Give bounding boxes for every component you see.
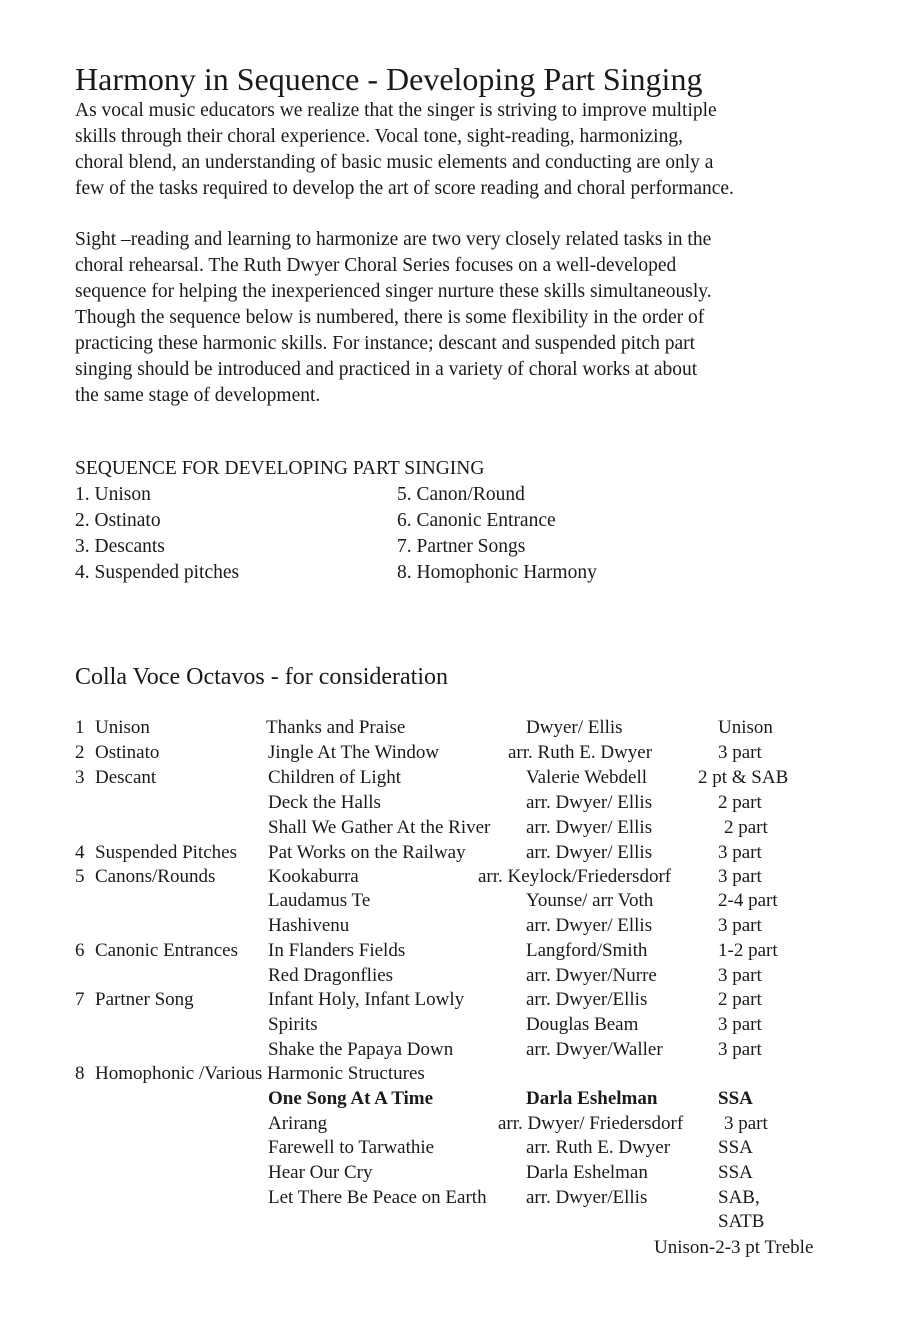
sequence-item: 2. Ostinato <box>75 510 161 531</box>
row-voicing: 3 part <box>718 742 762 763</box>
row-composer: arr. Dwyer/ Ellis <box>526 915 653 936</box>
row-title: Shake the Papaya Down <box>268 1039 454 1060</box>
sequence-heading: SEQUENCE FOR DEVELOPING PART SINGING <box>75 458 485 479</box>
row-composer: arr. Ruth E. Dwyer <box>526 1137 671 1158</box>
text-line: few of the tasks required to develop the art of score reading and choral performance. <box>75 178 734 199</box>
row-voicing: 3 part <box>718 866 762 887</box>
page-title: Harmony in Sequence - Developing Part Singing <box>75 61 703 97</box>
table-row <box>0 1111 900 1136</box>
sequence-item: 4. Suspended pitches <box>75 562 240 583</box>
row-composer: Younse/ arr Voth <box>526 890 654 911</box>
row-number: 1 <box>75 717 85 738</box>
table-row <box>0 1037 900 1062</box>
table-row <box>0 888 900 913</box>
row-title: Spirits <box>268 1014 318 1035</box>
text-line: sequence for helping the inexperienced singer nurture these skills simultaneously. <box>75 281 712 302</box>
row-number: 4 <box>75 842 85 863</box>
row-voicing: 2 pt & SAB <box>698 767 789 788</box>
row-number: 7 <box>75 989 85 1010</box>
row-category: Suspended Pitches <box>95 842 237 863</box>
table-row <box>0 1209 900 1234</box>
row-title: Infant Holy, Infant Lowly <box>268 989 465 1010</box>
row-title: Deck the Halls <box>268 792 381 813</box>
table-row <box>0 1135 900 1160</box>
row-composer: arr. Dwyer/ Ellis <box>526 842 653 863</box>
row-category: Canons/Rounds <box>95 866 216 887</box>
row-composer: arr. Ruth E. Dwyer <box>508 742 653 763</box>
row-voicing: 2 part <box>718 792 762 813</box>
row-category: Descant <box>95 767 157 788</box>
table-row <box>0 715 900 740</box>
row-category: Canonic Entrances <box>95 940 238 961</box>
table-row <box>0 1012 900 1037</box>
row-title: Hear Our Cry <box>268 1162 373 1183</box>
row-voicing: 3 part <box>718 965 762 986</box>
row-composer: arr. Dwyer/Ellis <box>526 989 648 1010</box>
row-voicing: SSA <box>718 1088 753 1109</box>
sequence-item: 5. Canon/Round <box>397 484 525 505</box>
table-row <box>0 840 900 865</box>
table-row <box>0 790 900 815</box>
text-line: choral rehearsal. The Ruth Dwyer Choral Series focuses on a well-developed <box>75 255 677 276</box>
sight-reading-paragraph <box>75 227 835 409</box>
table-row <box>0 1061 900 1086</box>
row-voicing: 3 part <box>718 1039 762 1060</box>
table-row <box>0 913 900 938</box>
octavos-heading: Colla Voce Octavos - for consideration <box>75 664 449 690</box>
row-voicing: 3 part <box>724 1113 768 1134</box>
row-voicing: 2-4 part <box>718 890 778 911</box>
row-title: Let There Be Peace on Earth <box>268 1187 487 1208</box>
row-composer: Douglas Beam <box>526 1014 639 1035</box>
row-title: Thanks and Praise <box>266 717 406 738</box>
row-composer: Dwyer/ Ellis <box>526 717 623 738</box>
row-composer: Darla Eshelman <box>526 1088 658 1109</box>
text-line: choral blend, an understanding of basic music elements and conducting are only a <box>75 152 714 173</box>
table-row <box>0 864 900 889</box>
row-voicing: SAB, <box>718 1187 760 1208</box>
table-row <box>0 963 900 988</box>
row-composer: arr. Dwyer/ Ellis <box>526 817 653 838</box>
row-composer: arr. Dwyer/Nurre <box>526 965 657 986</box>
table-row <box>0 1160 900 1185</box>
table-row <box>0 765 900 790</box>
table-row <box>0 815 900 840</box>
row-title: Laudamus Te <box>268 890 371 911</box>
row-category: Unison <box>95 717 150 738</box>
row-voicing: 3 part <box>718 1014 762 1035</box>
row-title: Shall We Gather At the River <box>268 817 491 838</box>
table-row <box>0 1185 900 1210</box>
row-title: Jingle At The Window <box>268 742 440 763</box>
voicing-note: Unison-2-3 pt Treble <box>654 1237 814 1258</box>
table-row <box>0 1086 900 1111</box>
row-category: Partner Song <box>95 989 194 1010</box>
row-composer: arr. Dwyer/ Ellis <box>526 792 653 813</box>
row-title: Children of Light <box>268 767 401 788</box>
text-line: singing should be introduced and practiced in a variety of choral works at about <box>75 359 698 380</box>
row-title: Red Dragonflies <box>268 965 394 986</box>
text-line: skills through their choral experience. Vocal tone, sight-reading, harmonizing, <box>75 126 683 147</box>
row-voicing: Unison <box>718 717 773 738</box>
row-voicing: 1-2 part <box>718 940 778 961</box>
row-number: 8 <box>75 1063 85 1084</box>
table-row <box>0 938 900 963</box>
row-category: Ostinato <box>95 742 160 763</box>
row-number: 3 <box>75 767 85 788</box>
row-title: Arirang <box>268 1113 328 1134</box>
row-category: Homophonic /Various Harmonic Structures <box>95 1063 425 1084</box>
row-voicing: SATB <box>718 1211 765 1232</box>
row-composer: arr. Dwyer/Ellis <box>526 1187 648 1208</box>
sequence-item: 3. Descants <box>75 536 165 557</box>
sequence-item: 6. Canonic Entrance <box>397 510 556 531</box>
text-line: Though the sequence below is numbered, there is some flexibility in the order of <box>75 307 705 328</box>
row-number: 5 <box>75 866 85 887</box>
row-voicing: SSA <box>718 1137 753 1158</box>
table-row <box>0 987 900 1012</box>
sequence-item: 1. Unison <box>75 484 151 505</box>
row-title: Hashivenu <box>268 915 350 936</box>
row-title: One Song At A Time <box>268 1088 434 1109</box>
row-voicing: 2 part <box>724 817 768 838</box>
row-composer: Langford/Smith <box>526 940 648 961</box>
row-composer: Darla Eshelman <box>526 1162 648 1183</box>
row-title: In Flanders Fields <box>268 940 406 961</box>
row-voicing: 3 part <box>718 915 762 936</box>
row-composer: arr. Dwyer/Waller <box>526 1039 663 1060</box>
text-line: the same stage of development. <box>75 385 321 406</box>
row-number: 2 <box>75 742 85 763</box>
row-title: Kookaburra <box>268 866 359 887</box>
row-voicing: 3 part <box>718 842 762 863</box>
row-number: 6 <box>75 940 85 961</box>
text-line: Sight –reading and learning to harmonize are two very closely related tasks in the <box>75 229 712 250</box>
row-title: Pat Works on the Railway <box>268 842 466 863</box>
row-voicing: SSA <box>718 1162 753 1183</box>
table-row <box>0 740 900 765</box>
row-composer: Valerie Webdell <box>526 767 648 788</box>
sequence-item: 7. Partner Songs <box>397 536 526 557</box>
text-line: practicing these harmonic skills. For instance; descant and suspended pitch part <box>75 333 696 354</box>
sequence-item: 8. Homophonic Harmony <box>397 562 597 583</box>
row-composer: arr. Dwyer/ Friedersdorf <box>498 1113 684 1134</box>
row-title: Farewell to Tarwathie <box>268 1137 435 1158</box>
row-composer: arr. Keylock/Friedersdorf <box>478 866 672 887</box>
text-line: As vocal music educators we realize that the singer is striving to improve multiple <box>75 100 717 121</box>
intro-paragraph <box>75 98 835 202</box>
row-voicing: 2 part <box>718 989 762 1010</box>
